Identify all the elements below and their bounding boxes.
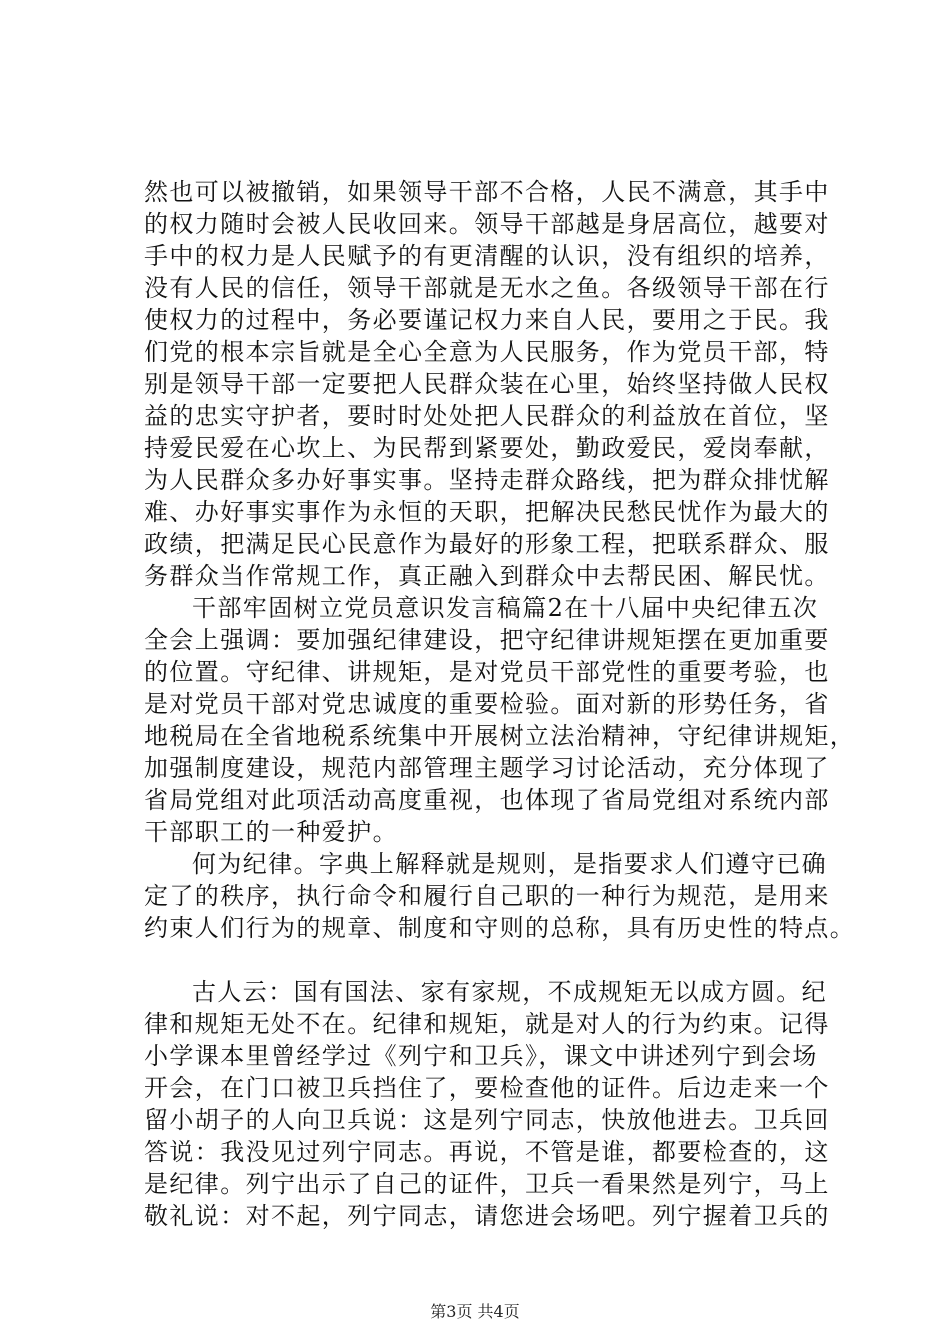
text-line: 们党的根本宗旨就是全心全意为人民服务，作为党员干部，特 — [144, 338, 830, 366]
paragraph — [144, 592, 854, 848]
text-line: 干部职工的一种爱护。 — [144, 818, 398, 846]
page-footer: 第3页 共4页 — [430, 1302, 520, 1321]
text-line: 务群众当作常规工作，真正融入到群众中去帮民困、解民忧。 — [144, 562, 830, 590]
text-line: 的位置。守纪律、讲规矩，是对党员干部党性的重要考验，也 — [144, 658, 830, 686]
text-line: 然也可以被撤销，如果领导干部不合格，人民不满意，其手中 — [144, 178, 830, 206]
paragraph — [144, 176, 854, 592]
text-line: 没有人民的信任，领导干部就是无水之鱼。各级领导干部在行 — [144, 274, 830, 302]
text-line: 加强制度建设，规范内部管理主题学习讨论活动，充分体现了 — [144, 754, 830, 782]
text-line: 难、办好事实事作为永恒的天职，把解决民愁民忧作为最大的 — [144, 498, 830, 526]
text-line: 省局党组对此项活动高度重视，也体现了省局党组对系统内部 — [144, 786, 830, 814]
text-line: 别是领导干部一定要把人民群众装在心里，始终坚持做人民权 — [144, 370, 830, 398]
text-line: 使权力的过程中，务必要谨记权力来自人民，要用之于民。我 — [144, 306, 830, 334]
paragraph — [144, 848, 854, 944]
text-line: 答说：我没见过列宁同志。再说，不管是谁，都要检查的，这 — [144, 1138, 830, 1166]
text-line: 益的忠实守护者，要时时处处把人民群众的利益放在首位，坚 — [144, 402, 830, 430]
text-line: 留小胡子的人向卫兵说：这是列宁同志，快放他进去。卫兵回 — [144, 1106, 830, 1134]
text-line: 政绩，把满足民心民意作为最好的形象工程，把联系群众、服 — [144, 530, 830, 558]
paragraph-gap — [144, 944, 854, 976]
text-line: 手中的权力是人民赋予的有更清醒的认识，没有组织的培养， — [144, 242, 830, 270]
text-line: 小学课本里曾经学过《列宁和卫兵》，课文中讲述列宁到会场 — [144, 1042, 818, 1070]
text-line: 开会，在门口被卫兵挡住了，要检查他的证件。后边走来一个 — [144, 1074, 830, 1102]
text-line: 古人云：国有国法、家有家规，不成规矩无以成方圆。纪 — [192, 978, 827, 1006]
text-line: 何为纪律。字典上解释就是规则，是指要求人们遵守已确 — [192, 850, 827, 878]
text-line: 持爱民爱在心坎上、为民帮到紧要处，勤政爱民，爱岗奉献， — [144, 434, 830, 462]
text-line: 的权力随时会被人民收回来。领导干部越是身居高位，越要对 — [144, 210, 830, 238]
paragraph — [144, 976, 854, 1232]
text-line: 是对党员干部对党忠诚度的重要检验。面对新的形势任务，省 — [144, 690, 830, 718]
text-line: 干部牢固树立党员意识发言稿篇2在十八届中央纪律五次 — [192, 594, 819, 622]
text-line: 定了的秩序，执行命令和履行自己职的一种行为规范，是用来 — [144, 882, 830, 910]
text-line: 为人民群众多办好事实事。坚持走群众路线，把为群众排忧解 — [144, 466, 830, 494]
text-line: 是纪律。列宁出示了自己的证件，卫兵一看果然是列宁，马上 — [144, 1170, 830, 1198]
text-line: 约束人们行为的规章、制度和守则的总称，具有历史性的特点。 — [144, 914, 856, 942]
text-line: 敬礼说：对不起，列宁同志，请您进会场吧。列宁握着卫兵的 — [144, 1202, 830, 1230]
text-line: 全会上强调：要加强纪律建设，把守纪律讲规矩摆在更加重要 — [144, 626, 830, 654]
text-line: 地税局在全省地税系统集中开展树立法治精神，守纪律讲规矩， — [144, 722, 856, 750]
text-line: 律和规矩无处不在。纪律和规矩，就是对人的行为约束。记得 — [144, 1010, 830, 1038]
document-body — [144, 176, 854, 1232]
